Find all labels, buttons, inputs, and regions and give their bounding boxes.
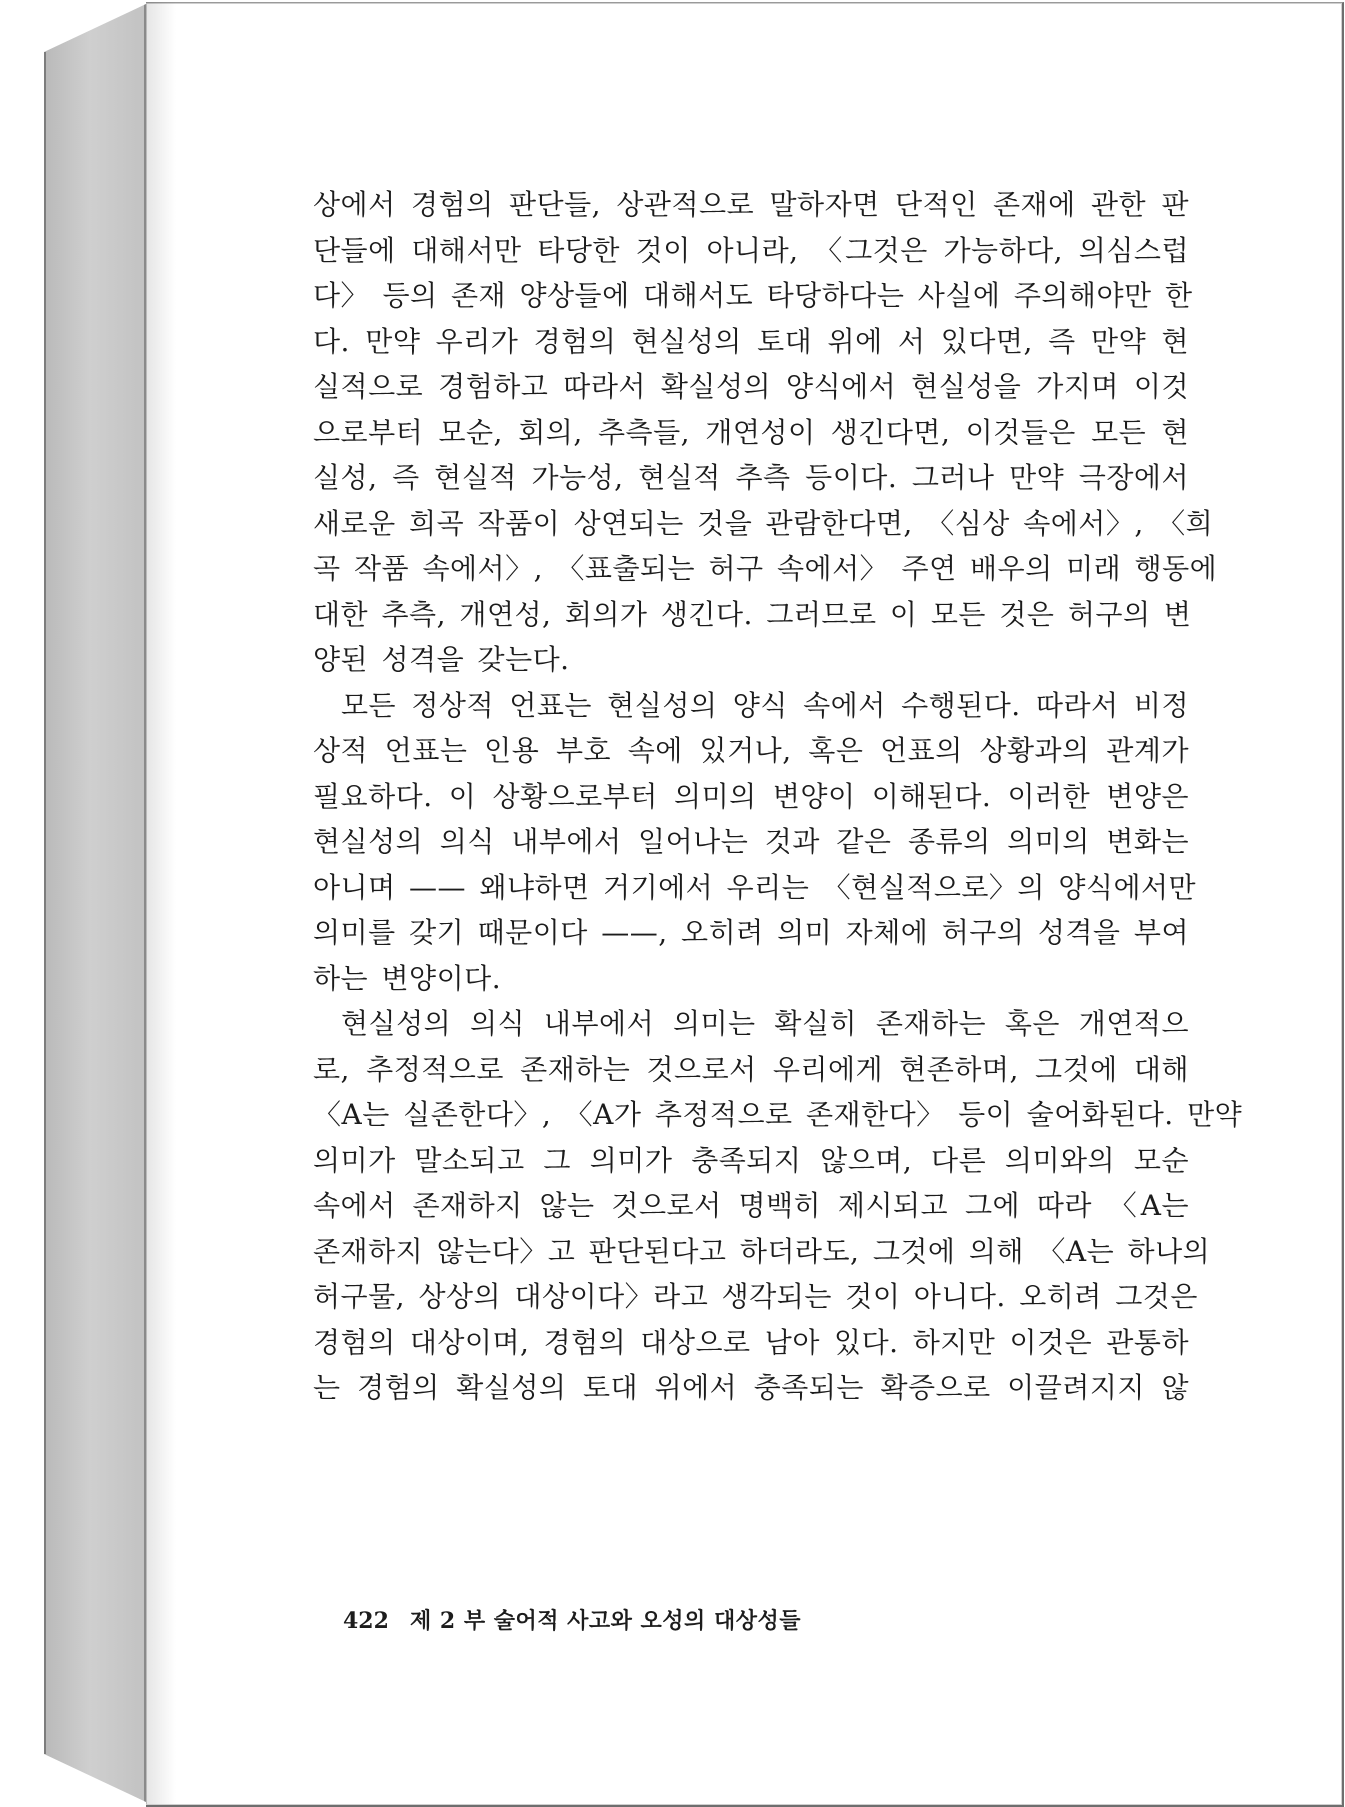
text-line: 경험의 대상이며, 경험의 대상으로 남아 있다. 하지만 이것은 관통하 [313, 1325, 1189, 1359]
page-number: 422 [343, 1608, 389, 1634]
text-line: 상에서 경험의 판단들, 상관적으로 말하자면 단적인 존재에 관한 판 [313, 188, 1189, 221]
body-text [313, 182, 1243, 1411]
text-line: 는 경험의 확실성의 토대 위에서 충족되는 확증으로 이끌려지지 않 [313, 1371, 1189, 1404]
text-line: 〈A는 실존한다〉, 〈A가 추정적으로 존재한다〉 등이 술어화된다. 만약 [313, 1098, 1243, 1131]
text-line: 단들에 대해서만 타당한 것이 아니라, 〈그것은 가능하다, 의심스럽 [313, 233, 1189, 267]
running-title: 제 2 부 술어적 사고와 오성의 대상성들 [409, 1608, 801, 1634]
page-footer [343, 1604, 801, 1635]
text-line: 속에서 존재하지 않는 것으로서 명백히 제시되고 그에 따라 〈A는 [313, 1189, 1189, 1222]
text-line: 다. 만약 우리가 경험의 현실성의 토대 위에 서 있다면, 즉 만약 현 [313, 324, 1189, 358]
text-line: 필요하다. 이 상황으로부터 의미의 변양이 이해된다. 이러한 변양은 [313, 779, 1189, 813]
text-line: 모든 정상적 언표는 현실성의 양식 속에서 수행된다. 따라서 비정 [341, 688, 1189, 722]
text-line: 으로부터 모순, 회의, 추측들, 개연성이 생긴다면, 이것들은 모든 현 [313, 415, 1189, 449]
text-line: 실적으로 경험하고 따라서 확실성의 양식에서 현실성을 가지며 이것 [313, 370, 1189, 403]
paragraph-1 [313, 182, 1218, 683]
text-line: 다〉 등의 존재 양상들에 대해서도 타당하다는 사실에 주의해야만 한 [313, 279, 1193, 312]
text-line: 아니며 —— 왜냐하면 거기에서 우리는 〈현실적으로〉의 양식에서만 [313, 870, 1197, 904]
text-line: 의미가 말소되고 그 의미가 충족되지 않으며, 다른 의미와의 모순 [313, 1143, 1189, 1177]
text-line: 허구물, 상상의 대상이다〉라고 생각되는 것이 아니다. 오히려 그것은 [313, 1280, 1198, 1313]
page-gutter-shadow [146, 2, 176, 1804]
book-spine-edge [44, 52, 46, 1754]
text-line: 곡 작품 속에서〉, 〈표출되는 허구 속에서〉 주연 배우의 미래 행동에 [313, 552, 1218, 585]
paragraph-2 [313, 683, 1197, 1002]
text-line: 새로운 희곡 작품이 상연되는 것을 관람한다면, 〈심상 속에서〉, 〈희 [313, 506, 1214, 540]
text-line: 양된 성격을 갖는다. [313, 643, 570, 676]
text-line: 하는 변양이다. [313, 961, 502, 995]
text-line: 실성, 즉 현실적 가능성, 현실적 추측 등이다. 그러나 만약 극장에서 [313, 461, 1189, 494]
text-line: 존재하지 않는다〉고 판단된다고 하더라도, 그것에 의해 〈A는 하나의 [313, 1234, 1211, 1268]
text-line: 상적 언표는 인용 부호 속에 있거나, 혹은 언표의 상황과의 관계가 [313, 734, 1189, 767]
text-line: 현실성의 의식 내부에서 일어나는 것과 같은 종류의 의미의 변화는 [313, 825, 1189, 858]
text-line: 대한 추측, 개연성, 회의가 생긴다. 그러므로 이 모든 것은 허구의 변 [313, 597, 1192, 631]
text-line: 로, 추정적으로 존재하는 것으로서 우리에게 현존하며, 그것에 대해 [313, 1052, 1189, 1086]
text-line: 의미를 갖기 때문이다 ——, 오히려 의미 자체에 허구의 성격을 부여 [313, 916, 1189, 949]
paragraph-3 [313, 1001, 1243, 1411]
book-spine [44, 4, 146, 1802]
text-line: 현실성의 의식 내부에서 의미는 확실히 존재하는 혹은 개연적으 [341, 1007, 1189, 1040]
